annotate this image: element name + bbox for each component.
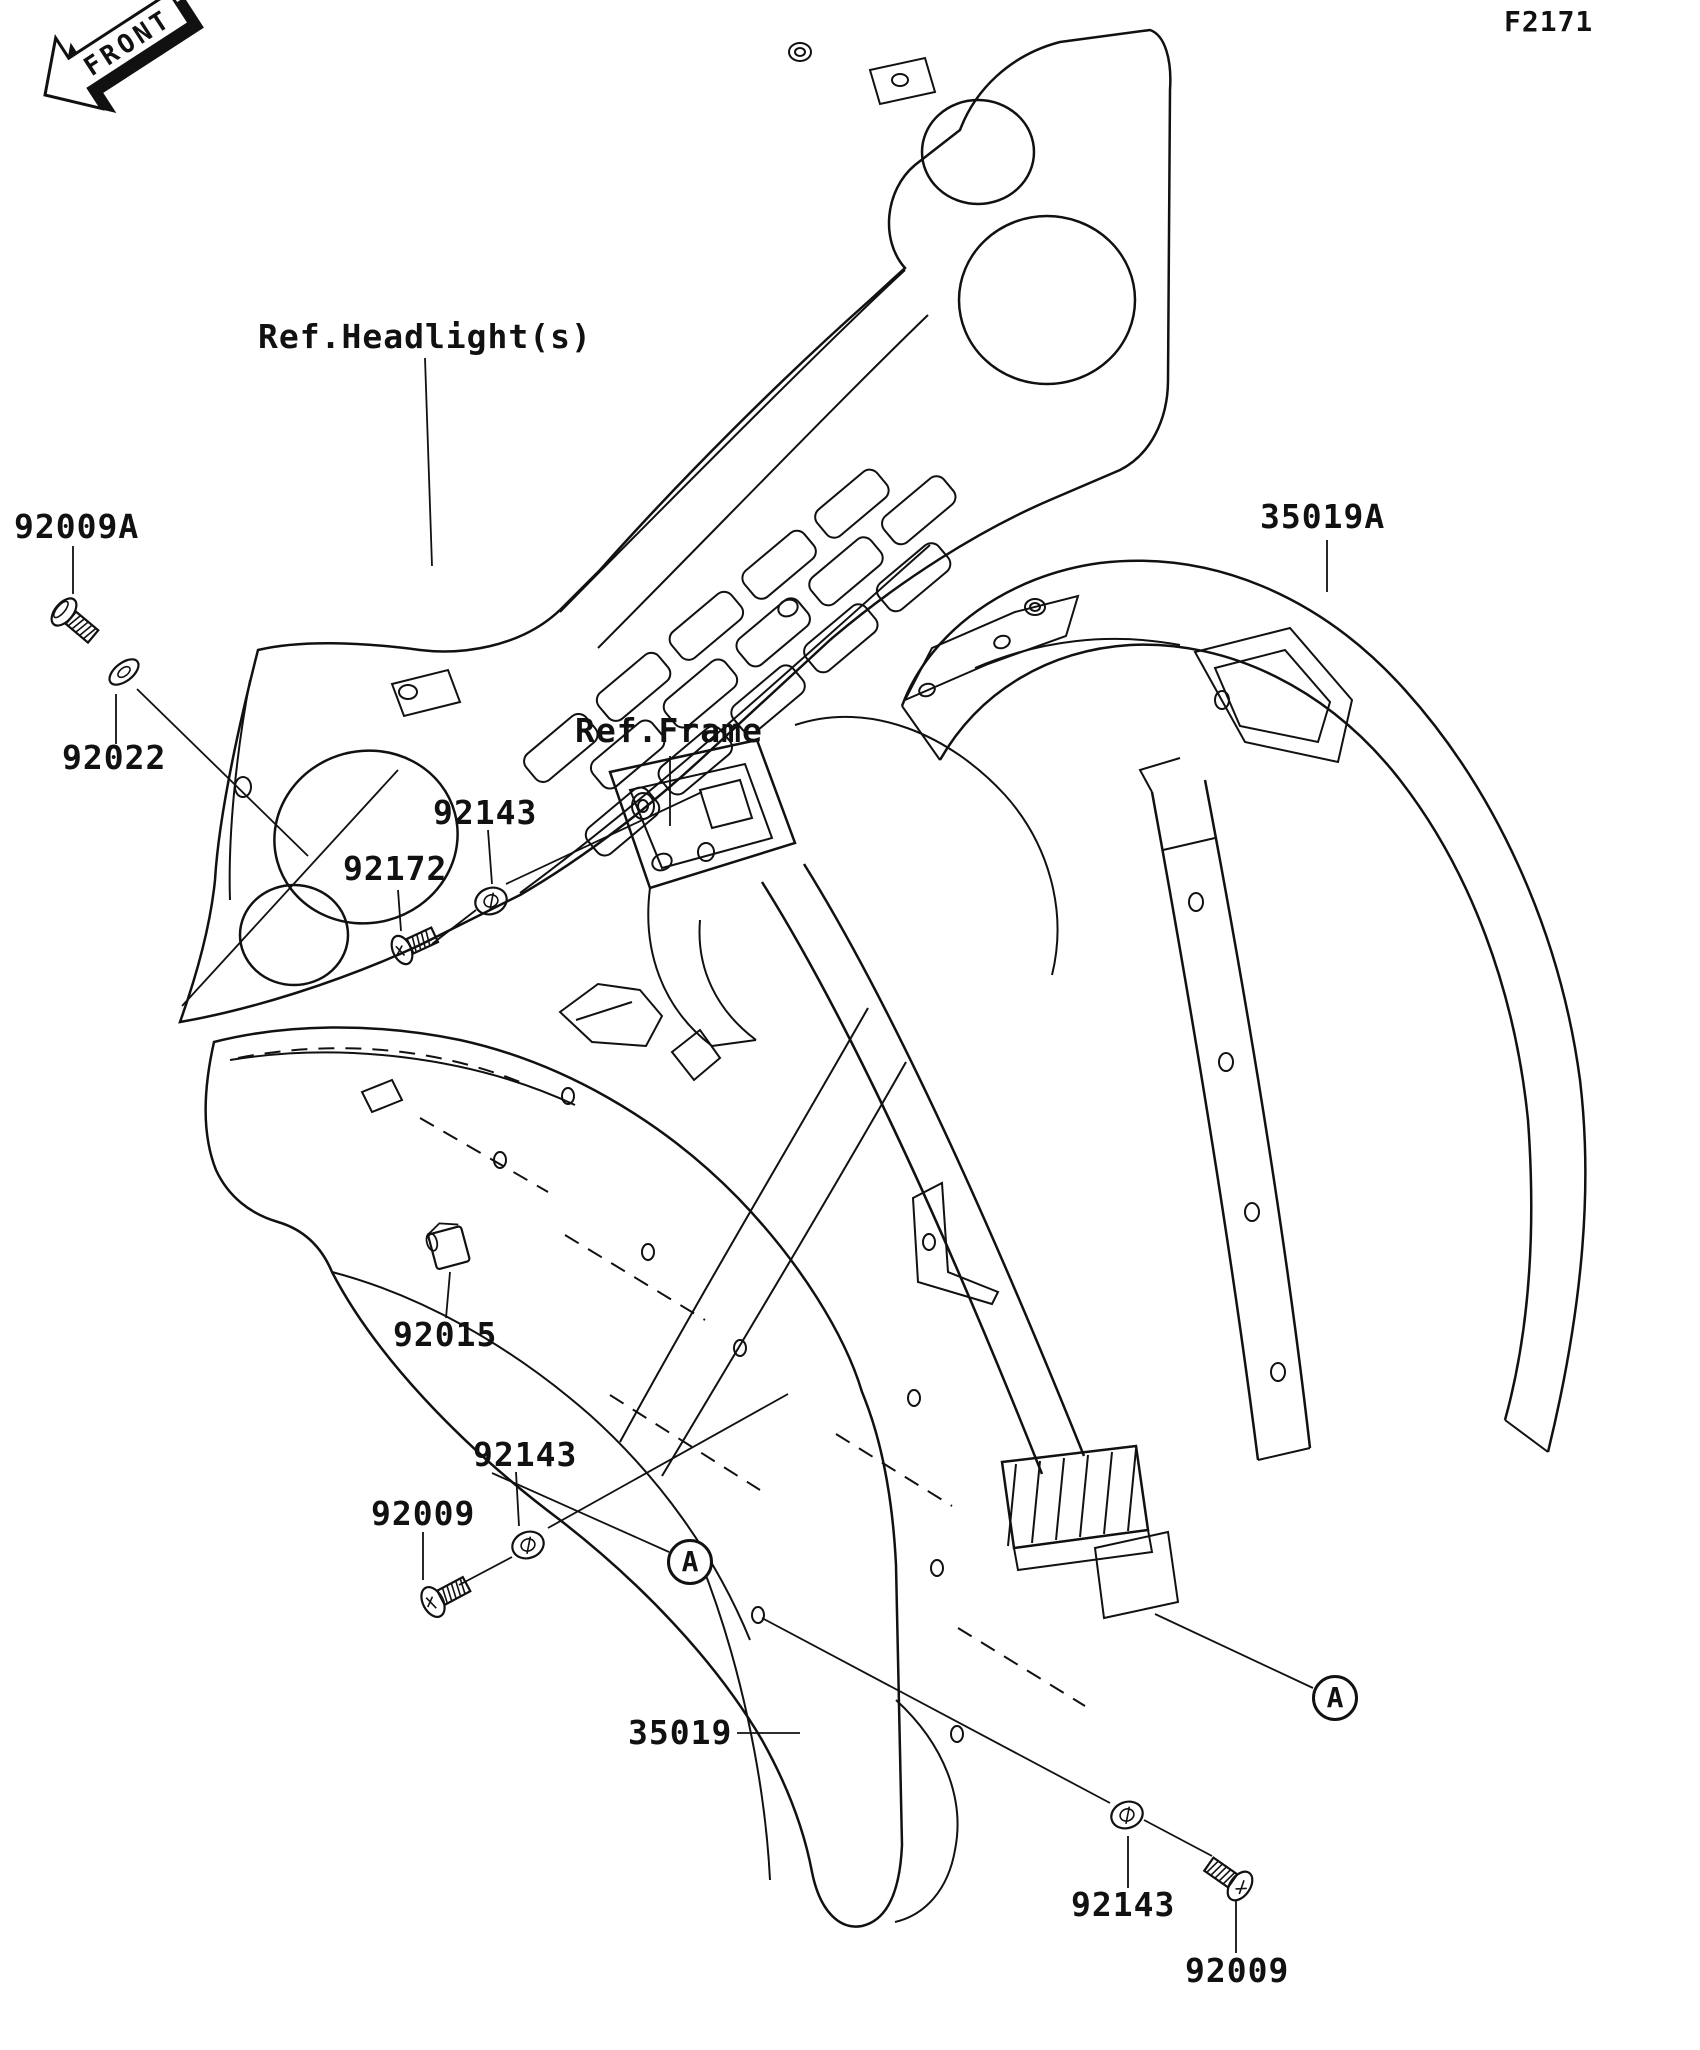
- callout-92009a: 92009A: [14, 507, 140, 546]
- screw-92009-mid-icon: [417, 1570, 474, 1621]
- headlight-assembly-art: [180, 30, 1170, 1022]
- callout-92172: 92172: [343, 849, 448, 888]
- screw-92172-icon: [388, 921, 441, 967]
- callout-35019: 35019: [628, 1713, 733, 1752]
- callout-35019a: 35019A: [1260, 497, 1386, 536]
- washer-92022-icon: [105, 654, 143, 689]
- ref-label-frame: Ref.Frame: [575, 711, 763, 750]
- washer-92143-bottom-icon: [1108, 1797, 1147, 1832]
- front-arrow: [22, 0, 217, 140]
- callout-92143-mid: 92143: [473, 1435, 578, 1474]
- ref-label-headlight: Ref.Headlight(s): [258, 317, 592, 356]
- screw-92009a-icon: [47, 594, 104, 649]
- figure-code: F2171: [1504, 5, 1594, 38]
- callout-92015: 92015: [393, 1315, 498, 1354]
- screw-92009-bottom-icon: [1200, 1851, 1258, 1905]
- front-arrow-label: FRONT: [78, 3, 178, 83]
- callout-92009-mid: 92009: [371, 1494, 476, 1533]
- left-fender-art: [206, 984, 1085, 1927]
- callout-92143-bottom: 92143: [1071, 1885, 1176, 1924]
- washer-92143-mid-icon: [509, 1527, 548, 1562]
- frame-art: [610, 717, 1178, 1618]
- fastener-icons: [47, 594, 1258, 1905]
- right-fender-art: [902, 561, 1585, 1460]
- view-marker-a-left: A: [667, 1539, 713, 1585]
- callout-92143-top: 92143: [433, 793, 538, 832]
- callout-92009-bottom: 92009: [1185, 1951, 1290, 1990]
- view-marker-a-right: A: [1312, 1675, 1358, 1721]
- grille-slats: [520, 435, 990, 859]
- washer-92143-top-icon: [472, 883, 511, 918]
- clip-92015-icon: [423, 1218, 470, 1270]
- callout-92022: 92022: [62, 738, 167, 777]
